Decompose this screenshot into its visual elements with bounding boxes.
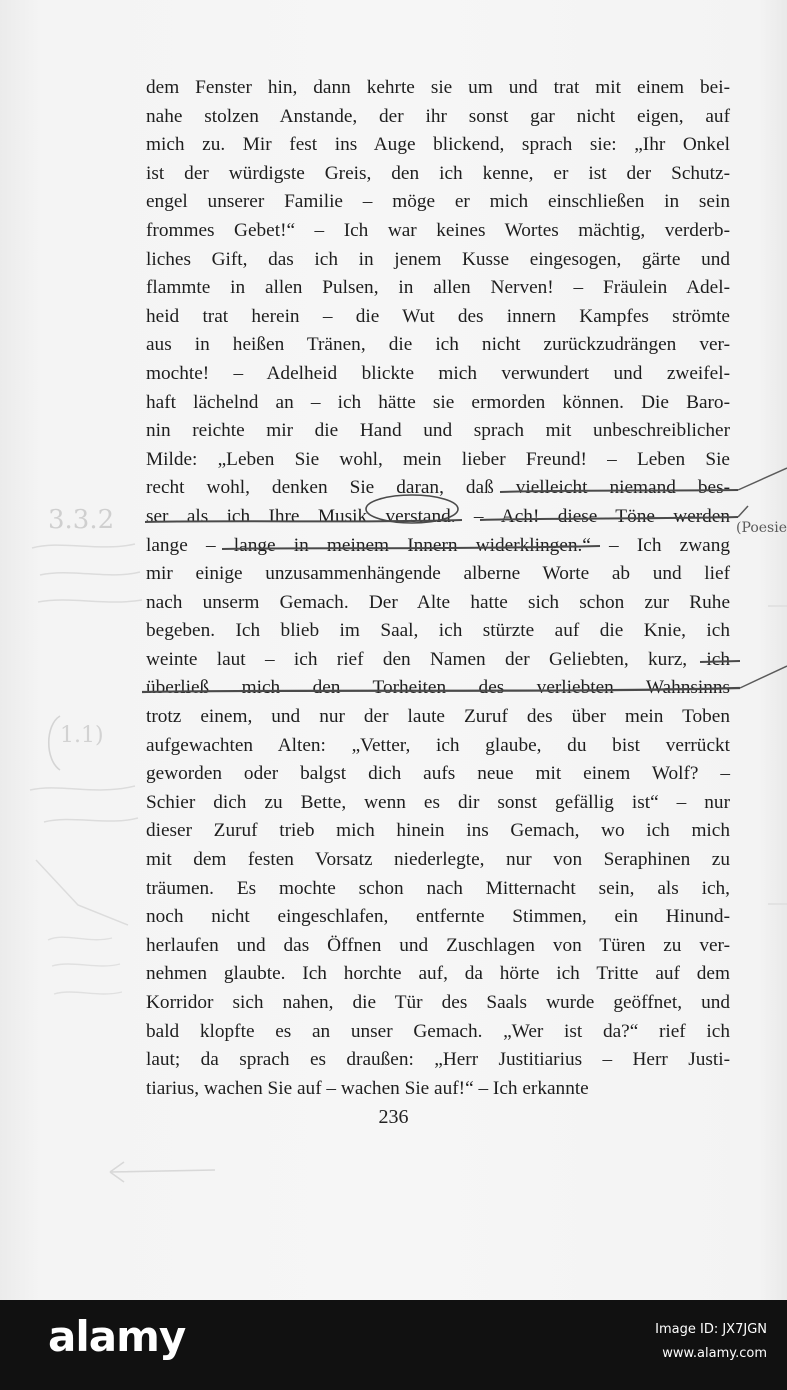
text-line: aufgewachten Alten: „Vetter, ich glaube, du bist verrückt (146, 734, 730, 756)
text-line: noch nicht eingeschlafen, entfernte Stimmen, ein Hinund- (146, 906, 730, 928)
text-line: nin reichte mir die Hand und sprach mit unbeschreiblicher (146, 420, 730, 442)
faded-pencil-arrow (768, 606, 787, 904)
text-line: weinte laut – ich rief den Namen der Geliebten, kurz, ich (146, 648, 730, 670)
body-text (146, 74, 730, 1103)
text-line: dieser Zuruf trieb mich hinein ins Gemach, wo ich mich (146, 820, 730, 842)
text-line: dem Fenster hin, dann kehrte sie um und trat mit einem bei- (146, 77, 730, 98)
brand-logo: alamy (48, 1312, 186, 1361)
text-line: mir einige unzusammenhängende alberne Worte ab und lief (146, 563, 730, 585)
text-line: lange – lange in meinem Innern widerklingen.“ – Ich zwang (146, 534, 730, 556)
faded-margin-number: 3.3.2 (48, 505, 115, 535)
text-line: haft lächelnd an – ich hätte sie ermorden können. Die Baro- (146, 391, 730, 413)
text-line: nehmen glaubte. Ich horchte auf, da hörte ich Tritte auf dem (146, 963, 730, 985)
text-line: überließ mich den Torheiten des verliebten Wahnsinns (146, 677, 730, 699)
text-line: begeben. Ich blieb im Saal, ich stürzte auf die Knie, ich (146, 620, 730, 642)
text-line: mich zu. Mir fest ins Auge blickend, sprach sie: „Ihr Onkel (146, 134, 730, 156)
text-line: heid trat herein – die Wut des innern Kampfes strömte (146, 305, 730, 327)
text-line: bald klopfte es an unser Gemach. „Wer ist da?“ rief ich (146, 1020, 730, 1042)
faded-margin-number: 1.1) (60, 723, 104, 748)
text-line: recht wohl, denken Sie daran, daß vielleicht niemand bes- (146, 477, 730, 499)
text-line: frommes Gebet!“ – Ich war keines Wortes mächtig, verderb- (146, 219, 730, 241)
text-line: nach unserm Gemach. Der Alte hatte sich schon zur Ruhe (146, 591, 730, 613)
text-line: träumen. Es mochte schon nach Mitternacht sein, als ich, (146, 877, 730, 899)
faded-pencil-scribble (32, 544, 142, 602)
text-line: mit dem festen Vorsatz niederlegte, nur von Seraphinen zu (146, 849, 730, 871)
pencil-connector (740, 666, 787, 688)
pencil-connector (738, 468, 787, 490)
text-line: engel unserer Familie – möge er mich einschließen in sein (146, 191, 730, 213)
margin-note: (Poesie (736, 520, 787, 536)
text-line: trotz einem, und nur der laute Zuruf des über mein Toben (146, 706, 730, 728)
text-line: Schier dich zu Bette, wenn es dir sonst gefällig ist“ – nur (146, 791, 730, 813)
pencil-connector (738, 506, 748, 517)
text-line: Korridor sich nahen, die Tür des Saals wurde geöffnet, und (146, 992, 730, 1013)
text-line: nahe stolzen Anstande, der ihr sonst gar nicht eigen, auf (146, 105, 730, 127)
text-line: liches Gift, das ich in jenem Kusse eingesogen, gärte und (146, 248, 730, 270)
site-url: www.alamy.com (662, 1346, 767, 1361)
faded-pencil-arrow (110, 1162, 215, 1182)
text-line: aus in heißen Tränen, die ich nicht zurückzudrängen ver- (146, 334, 730, 356)
text-line: ist der würdigste Greis, den ich kenne, er ist der Schutz- (146, 162, 730, 184)
faded-pencil-scribble (30, 786, 138, 925)
text-line: tiarius, wachen Sie auf – wachen Sie auf!“ – Ich erkannte (146, 1077, 589, 1099)
text-line: herlaufen und das Öffnen und Zuschlagen von Türen zu ver- (146, 934, 730, 956)
text-line: Milde: „Leben Sie wohl, mein lieber Freund! – Leben Sie (146, 448, 730, 470)
page-number: 236 (378, 1106, 409, 1128)
text-line: laut; da sprach es draußen: „Herr Justitiarius – Herr Justi- (146, 1049, 730, 1071)
faded-pencil-bracket (49, 716, 60, 770)
faded-pencil-scribble (48, 937, 122, 994)
text-line: flammte in allen Pulsen, in allen Nerven! – Fräulein Adel- (146, 277, 730, 299)
text-line: geworden oder balgst dich aufs neue mit einem Wolf? – (146, 763, 730, 785)
text-line: mochte! – Adelheid blickte mich verwundert und zweifel- (146, 362, 730, 384)
image-id-label: Image ID: JX7JGN (655, 1322, 767, 1337)
text-line: ser als ich Ihre Musik verstand. – Ach! diese Töne werden (146, 505, 730, 527)
